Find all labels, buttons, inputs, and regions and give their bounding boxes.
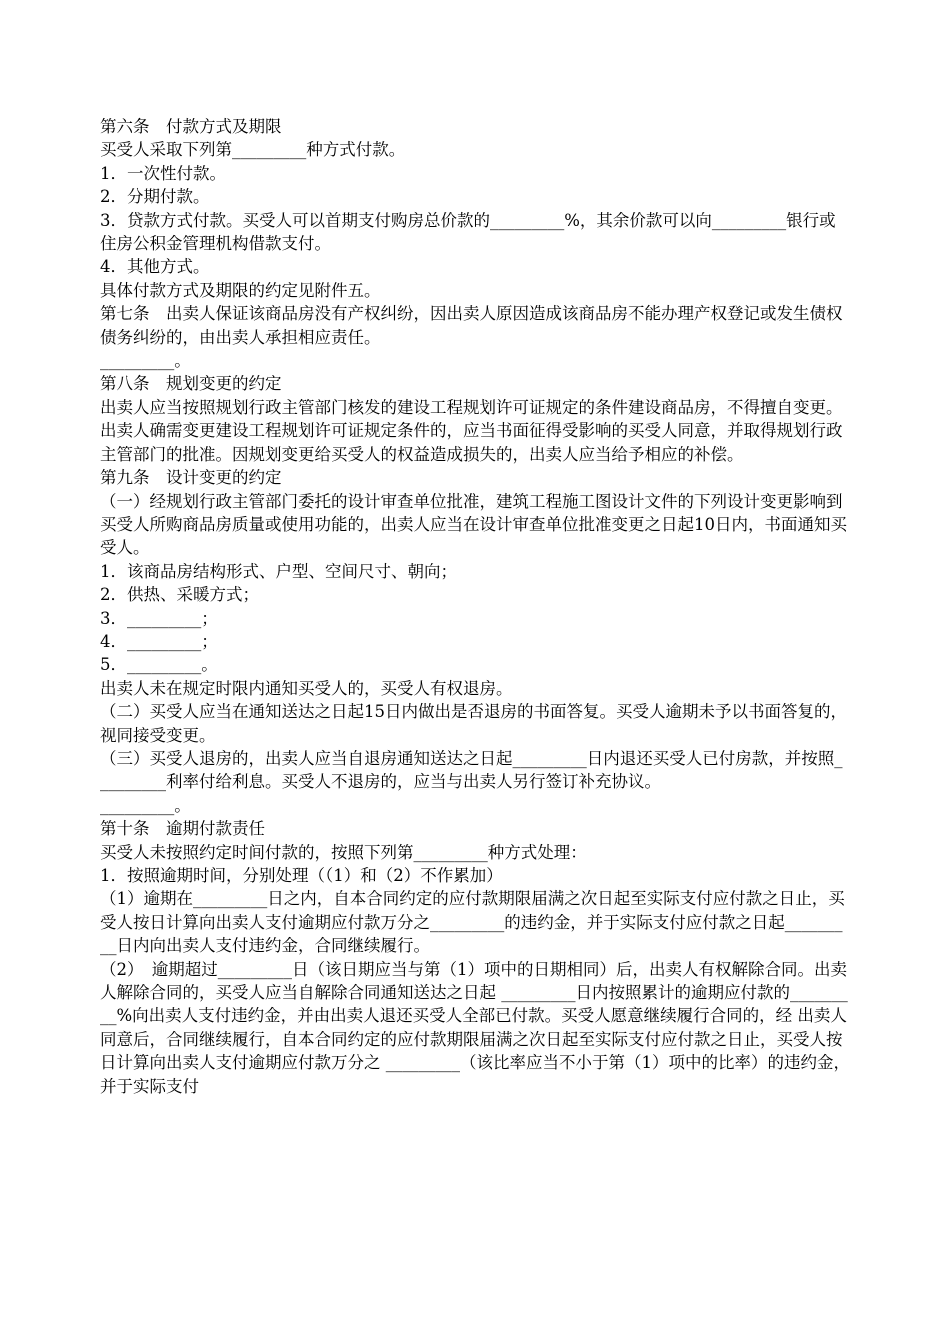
design-change-item-1: 1．该商品房结构形式、户型、空间尺寸、朝向； <box>100 561 457 581</box>
payment-option-loan: 3．贷款方式付款。买受人可以首期支付购房总价款的_________%，其余价款可以向_________银行或住房公积金管理机构借款支付。 <box>100 210 836 254</box>
document-page <box>100 115 850 1098</box>
payment-terms-annex: 具体付款方式及期限的约定见附件五。 <box>100 280 381 300</box>
article-9-heading: 第九条 设计变更的约定 <box>100 468 282 488</box>
late-payment-choice: 买受人未按照约定时间付款的，按照下列第_________种方式处理： <box>100 842 587 862</box>
article-9-clause-2: （二）买受人应当在通知送达之日起15日内做出是否退房的书面答复。买受人逾期未予以书面答复的，视同接受变更。 <box>100 702 847 745</box>
payment-option-lump-sum: 1．一次性付款。 <box>100 163 226 183</box>
payment-option-installment: 2．分期付款。 <box>100 187 210 207</box>
article-8-paragraph-1: 出卖人应当按照规划行政主管部门核发的建设工程规划许可证规定的条件建设商品房，不得擅自变更。 <box>100 397 843 417</box>
article-7-blank: _________。 <box>100 351 191 371</box>
article-8-heading: 第八条 规划变更的约定 <box>100 374 282 394</box>
article-8-paragraph-2: 出卖人确需变更建设工程规划许可证规定条件的，应当书面征得受影响的买受人同意，并取得规划行政主管部门的批准。因规划变更给买受人的权益造成损失的，出卖人应当给予相应的补偿。 <box>100 421 843 464</box>
article-6-heading: 第六条 付款方式及期限 <box>100 117 282 136</box>
payment-method-choice: 买受人采取下列第_________种方式付款。 <box>100 140 406 160</box>
design-change-item-4: 4．_________； <box>100 631 218 651</box>
notice-failure-paragraph: 出卖人未在规定时限内通知买受人的，买受人有权退房。 <box>100 678 513 698</box>
late-payment-sub-1: （1）逾期在_________日之内，自本合同约定的应付款期限届满之次日起至实际支付应付款之日止，买受人按日计算向出卖人支付逾期应付款万分之_________的违约金，并于实际支付应付款之日起_________日内向出卖人支付违约金，合同继续履行。 <box>100 889 845 956</box>
article-10-heading: 第十条 逾期付款责任 <box>100 819 265 839</box>
payment-option-other: 4．其他方式。 <box>100 257 210 277</box>
late-payment-option-1: 1．按照逾期时间，分别处理（（1）和（2）不作累加） <box>100 866 503 885</box>
design-change-item-2: 2．供热、采暖方式； <box>100 585 259 605</box>
article-9-clause-1: （一）经规划行政主管部门委托的设计审查单位批准，建筑工程施工图设计文件的下列设计变更影响到买受人所购商品房质量或使用功能的，出卖人应当在设计审查单位批准变更之日起10日内，书面通知买受人。 <box>100 491 847 558</box>
article-9-blank: _________。 <box>100 795 191 815</box>
design-change-item-3: 3．_________； <box>100 608 218 628</box>
article-7-paragraph: 第七条 出卖人保证该商品房没有产权纠纷，因出卖人原因造成该商品房不能办理产权登记或发生债权债务纠纷的，由出卖人承担相应责任。 <box>100 304 843 347</box>
design-change-item-5: 5．_________。 <box>100 655 218 675</box>
article-9-clause-3: （三）买受人退房的，出卖人应当自退房通知送达之日起_________日内退还买受人已付房款，并按照_________利率付给利息。买受人不退房的，应当与出卖人另行签订补充协议。 <box>100 748 843 792</box>
late-payment-sub-2: （2） 逾期超过_________日（该日期应当与第（1）项中的日期相同）后，出卖人有权解除合同。出卖人解除合同的，买受人应当自解除合同通知送达之日起 _________日内按照累计的逾期应付款的_________%向出卖人支付违约金，并由出卖人退还买受人全部已付款。买受人愿意继续履行合同的，经 出卖人同意后，合同继续履行，自本合同约定的应付款期限届满之次日起至实际支付应付款之日止，买受人按日计算向出卖人支付逾期应付款万分之 _________（该比率应当不小于第（1）项中的比率）的违约金，并于实际支付 <box>100 959 850 1096</box>
